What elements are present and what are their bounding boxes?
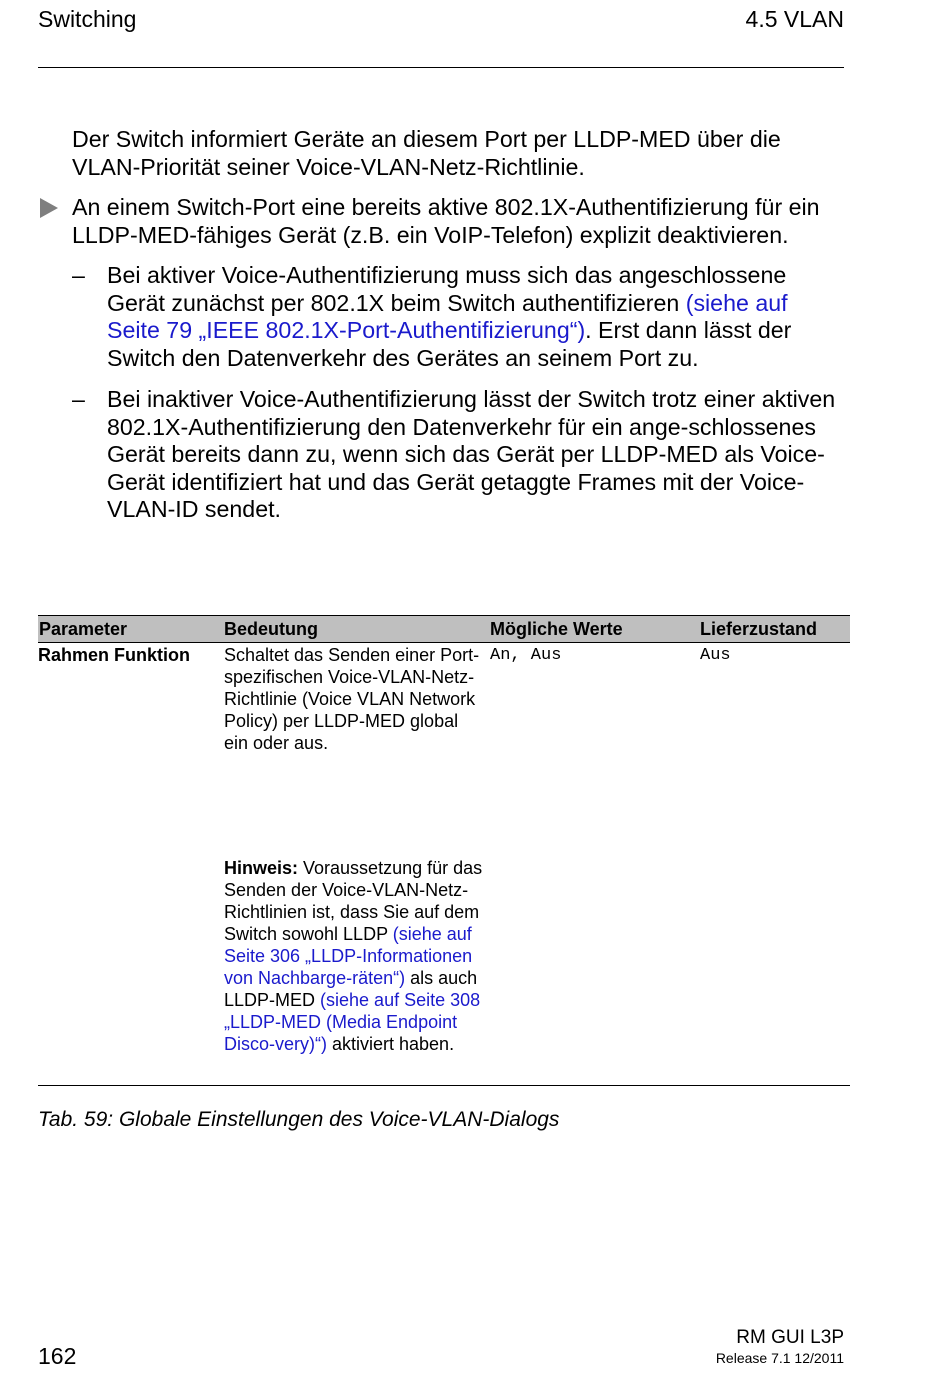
page-number: 162 — [38, 1343, 77, 1369]
column-header-default: Lieferzustand — [700, 619, 818, 639]
running-header-chapter: 4.5 VLAN — [745, 6, 844, 32]
table-cell-note — [224, 857, 486, 1055]
intro-paragraph: Der Switch informiert Geräte an diesem Port per LLDP-MED über die VLAN-Priorität seiner Voice-VLAN-Netz-Richtlinie. — [72, 126, 781, 180]
table-cell-default: Aus — [700, 646, 731, 665]
table-header-row — [38, 615, 850, 643]
cross-reference-link-lldp-med[interactable]: (siehe auf Seite 308 „LLDP-MED (Media Endpoint Disco-very)“) — [224, 990, 481, 1054]
bullet-arrow-icon — [40, 198, 58, 218]
note-label: Hinweis: — [224, 858, 299, 878]
sub-item-text: Bei aktiver Voice-Authentifizierung muss sich das angeschlossene Gerät zunächst per 802.1X beim Switch authentifizieren — [107, 262, 787, 316]
note-text: Voraussetzung für das Senden der Voice-VLAN-Netz-Richtlinien ist, dass Sie auf dem Switch sowohl LLDP — [224, 858, 483, 944]
header-rule — [38, 67, 844, 68]
column-header-values: Mögliche Werte — [490, 619, 623, 639]
table-cell-parameter: Rahmen Funktion — [38, 645, 190, 665]
running-header-section: Switching — [38, 6, 137, 32]
column-header-parameter: Parameter — [39, 619, 128, 639]
instruction-bullet: An einem Switch-Port eine bereits aktive 802.1X-Authentifizierung für ein LLDP-MED-fähiges Gerät (z.B. ein VoIP-Telefon) explizit deaktivieren. — [72, 194, 820, 248]
table-cell-values: An, Aus — [490, 646, 562, 665]
sub-item-inactive-auth: Bei inaktiver Voice-Authentifizierung lässt der Switch trotz einer aktiven 802.1X-Authentifizierung den Datenverkehr für ein ange-schlossenes Gerät bereits dann zu, wenn sich das Gerät per LLDP-MED als Voice-Gerät identifiziert hat und das Gerät getaggte Frames mit der Voice-VLAN-ID sendet. — [107, 386, 836, 522]
cross-reference-link[interactable]: (siehe auf Seite 79 „IEEE 802.1X-Port-Authentifizierung“) — [107, 289, 788, 343]
sub-item-text: . Erst dann lässt der Switch den Datenverkehr des Gerätes an seinem Port zu. — [107, 317, 792, 371]
column-header-meaning: Bedeutung — [224, 619, 318, 639]
cross-reference-link-lldp[interactable]: (siehe auf Seite 306 „LLDP-Informationen von Nachbarge-räten“) — [224, 924, 473, 988]
table-caption: Tab. 59: Globale Einstellungen des Voice-VLAN-Dialogs — [38, 1108, 560, 1131]
note-text: aktiviert haben. — [327, 1034, 455, 1054]
table-bottom-rule — [38, 1085, 850, 1086]
footer-document-name: RM GUI L3P — [736, 1327, 844, 1348]
footer-release: Release 7.1 12/2011 — [715, 1350, 844, 1366]
dash-marker: – — [72, 262, 85, 288]
sub-item-active-auth — [107, 262, 837, 372]
table-cell-meaning: Schaltet das Senden einer Port-spezifischen Voice-VLAN-Netz-Richtlinie (Voice VLAN Network Policy) per LLDP-MED global ein oder aus. — [224, 645, 480, 753]
dash-marker: – — [72, 386, 85, 412]
note-text: als auch LLDP-MED — [224, 968, 478, 1010]
